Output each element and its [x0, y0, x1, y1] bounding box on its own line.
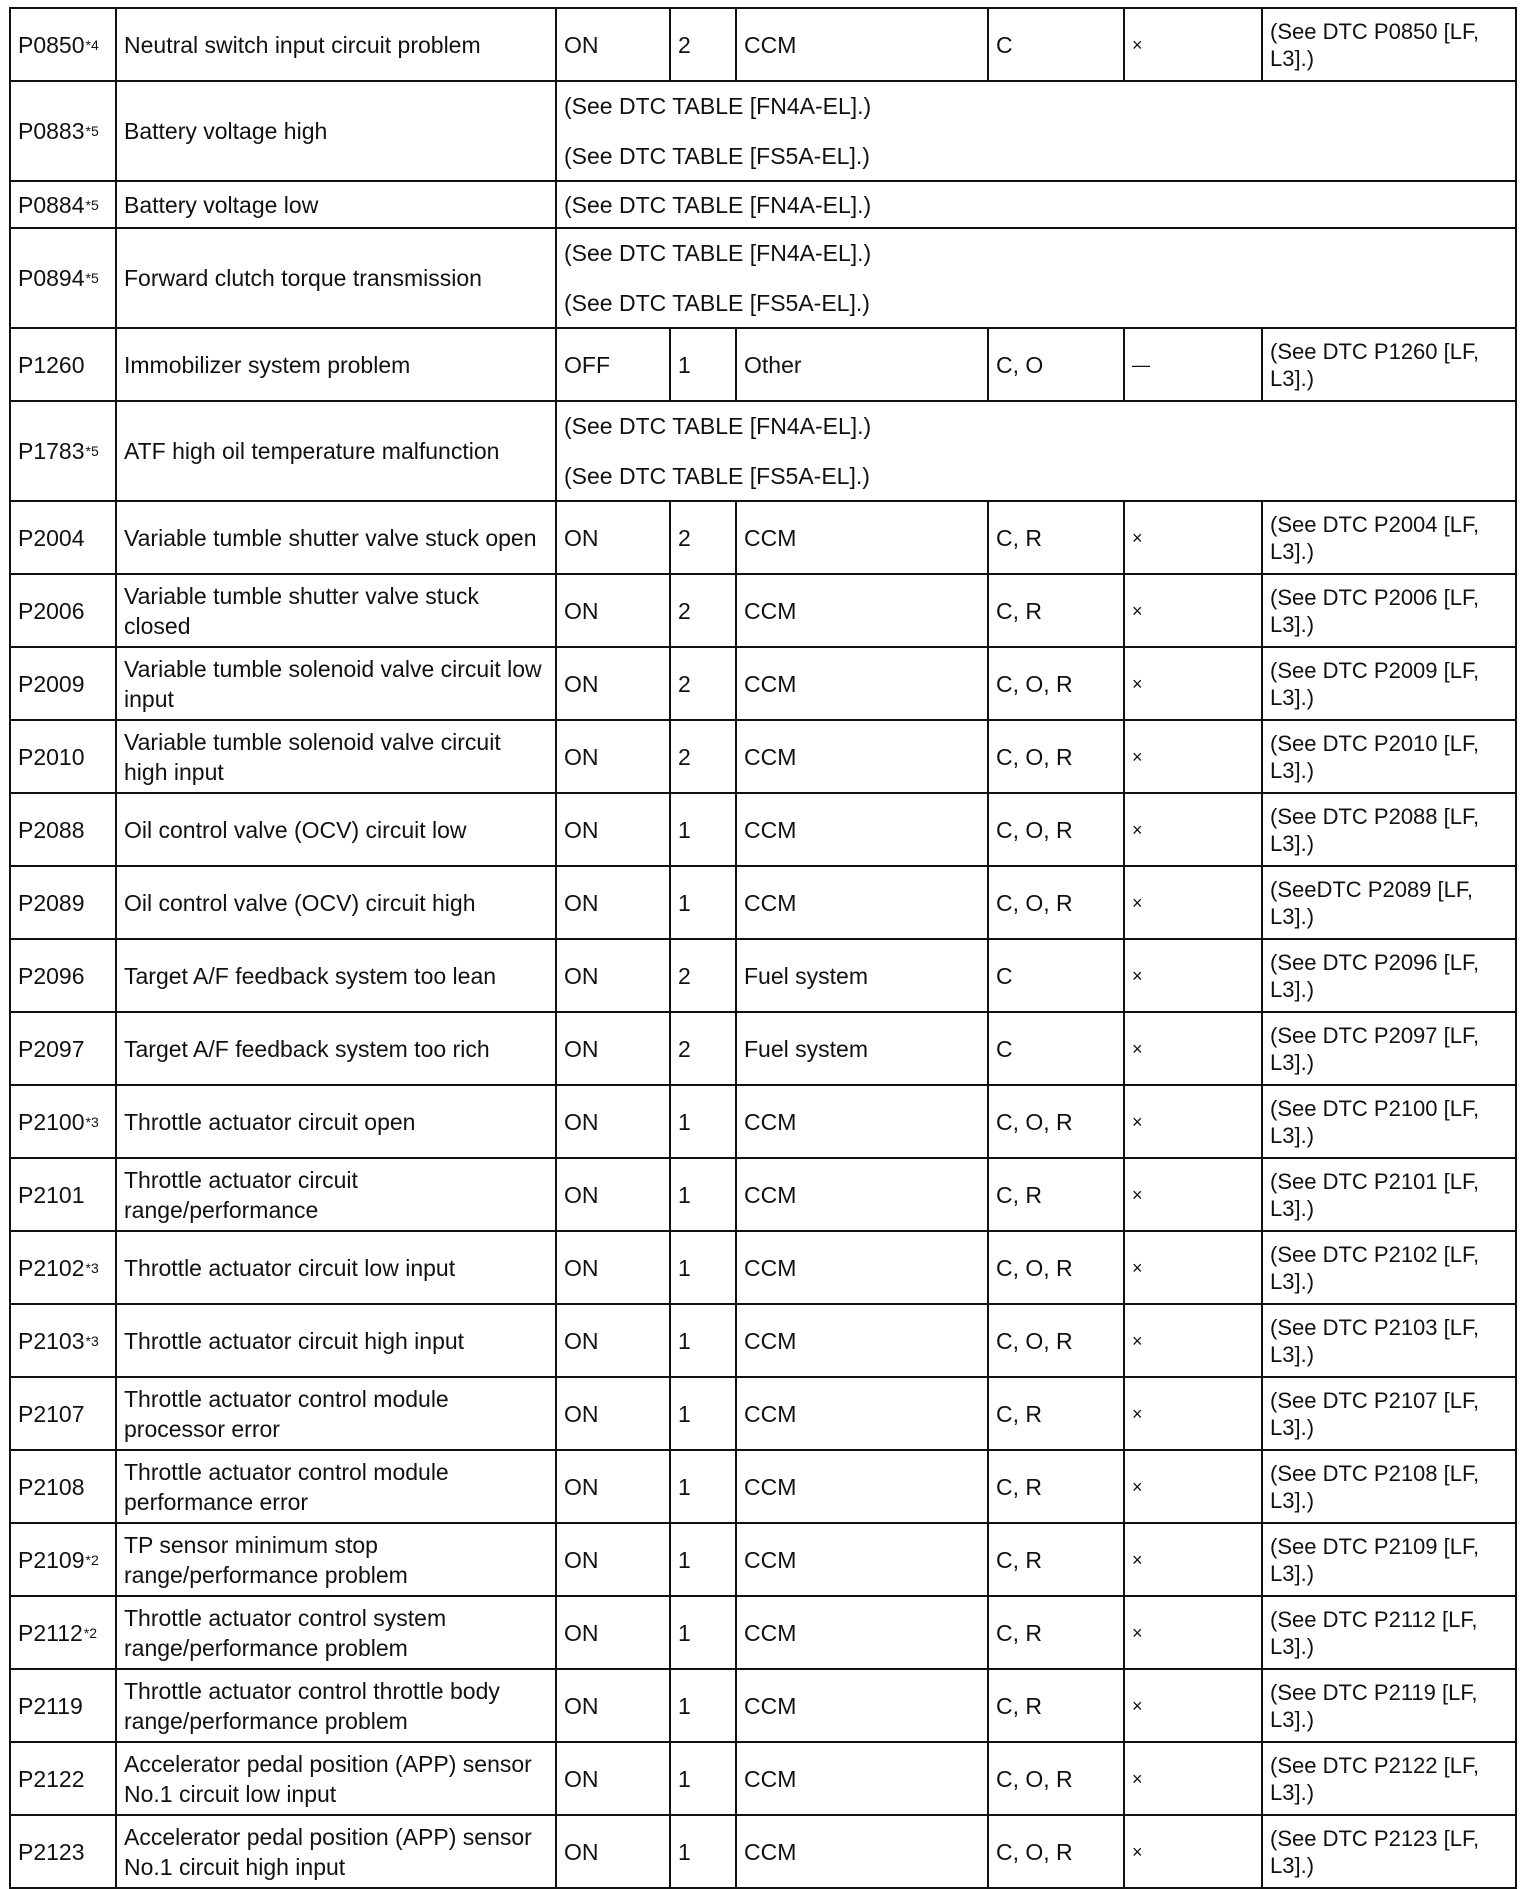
dtc-description: ATF high oil temperature malfunction — [116, 401, 556, 501]
table-row — [10, 401, 1516, 501]
monitor-item: CCM — [736, 1669, 988, 1742]
monitor-item: CCM — [736, 1596, 988, 1669]
dtc-description: Variable tumble shutter valve stuck open — [116, 501, 556, 574]
dtc-code: P2010 — [18, 743, 85, 770]
page-reference: (See DTC P2103 [LF, L3].) — [1262, 1304, 1516, 1377]
trip-count: 2 — [670, 647, 736, 720]
mil-status: OFF — [556, 328, 670, 401]
see-table-reference: (See DTC TABLE [FN4A-EL].) — [564, 413, 872, 439]
page-reference: (See DTC P2102 [LF, L3].) — [1262, 1231, 1516, 1304]
dtc-code: P0850 — [18, 31, 85, 58]
dtc-description: Target A/F feedback system too rich — [116, 1012, 556, 1085]
dtc-description: Oil control valve (OCV) circuit high — [116, 866, 556, 939]
dtc-code: P2108 — [18, 1473, 85, 1500]
memory-function: C, O, R — [988, 1085, 1124, 1158]
dtc-description: TP sensor minimum stop range/performance problem — [116, 1523, 556, 1596]
page-reference: (See DTC P2109 [LF, L3].) — [1262, 1523, 1516, 1596]
page-reference: (See DTC P2010 [LF, L3].) — [1262, 720, 1516, 793]
footnote-mark: *5 — [85, 123, 99, 139]
memory-function: C, R — [988, 1450, 1124, 1523]
memory-function: C, O, R — [988, 647, 1124, 720]
dtc-code-cell — [10, 401, 116, 501]
dtc-description: Variable tumble solenoid valve circuit low input — [116, 647, 556, 720]
mil-status: ON — [556, 1815, 670, 1888]
dtc-code: P2096 — [18, 962, 85, 989]
dtc-code-cell — [10, 939, 116, 1012]
footnote-mark: *2 — [83, 1624, 98, 1641]
table-row — [10, 1231, 1516, 1304]
memory-function: C, O, R — [988, 1231, 1124, 1304]
table-row — [10, 8, 1516, 81]
monitor-item: CCM — [736, 8, 988, 81]
mil-status: ON — [556, 501, 670, 574]
memory-function: C, O, R — [988, 866, 1124, 939]
mil-status: ON — [556, 1085, 670, 1158]
monitor-item: CCM — [736, 647, 988, 720]
monitor-item: CCM — [736, 866, 988, 939]
table-row — [10, 1085, 1516, 1158]
memory-function: C, R — [988, 1523, 1124, 1596]
dtc-code-cell — [10, 1231, 116, 1304]
monitor-item: Fuel system — [736, 939, 988, 1012]
memory-function: C — [988, 939, 1124, 1012]
self-test-mark: × — [1124, 1742, 1262, 1815]
memory-function: C — [988, 1012, 1124, 1085]
monitor-item: CCM — [736, 1377, 988, 1450]
table-row — [10, 939, 1516, 1012]
see-table-reference: (See DTC TABLE [FS5A-EL].) — [564, 463, 870, 489]
trip-count: 2 — [670, 939, 736, 1012]
table-row — [10, 228, 1516, 328]
table-row — [10, 1596, 1516, 1669]
see-table-reference: (See DTC TABLE [FS5A-EL].) — [564, 290, 870, 316]
trip-count: 1 — [670, 793, 736, 866]
trip-count: 1 — [670, 1669, 736, 1742]
dtc-code: P1260 — [18, 351, 85, 378]
mil-status: ON — [556, 647, 670, 720]
dtc-code: P0883 — [18, 118, 85, 144]
dtc-description: Throttle actuator control module performance error — [116, 1450, 556, 1523]
self-test-mark: × — [1124, 1158, 1262, 1231]
dtc-code: P2004 — [18, 524, 85, 551]
mil-status: ON — [556, 1304, 670, 1377]
page-reference: (See DTC P2097 [LF, L3].) — [1262, 1012, 1516, 1085]
mil-status: ON — [556, 574, 670, 647]
dtc-code-cell — [10, 181, 116, 228]
dtc-code: P2103 — [18, 1327, 85, 1354]
dtc-code-cell — [10, 1815, 116, 1888]
dtc-code-cell — [10, 328, 116, 401]
dtc-code: P0894 — [18, 265, 85, 291]
mil-status: ON — [556, 1742, 670, 1815]
self-test-mark: × — [1124, 866, 1262, 939]
page-reference: (See DTC P2088 [LF, L3].) — [1262, 793, 1516, 866]
monitor-item: CCM — [736, 1304, 988, 1377]
trip-count: 2 — [670, 1012, 736, 1085]
self-test-mark: × — [1124, 1596, 1262, 1669]
dtc-code-cell — [10, 1304, 116, 1377]
mil-status: ON — [556, 720, 670, 793]
memory-function: C, O, R — [988, 1304, 1124, 1377]
dtc-description: Throttle actuator circuit open — [116, 1085, 556, 1158]
table-row — [10, 328, 1516, 401]
dtc-code-cell — [10, 1450, 116, 1523]
dtc-description: Throttle actuator control throttle body range/performance problem — [116, 1669, 556, 1742]
table-row — [10, 574, 1516, 647]
dtc-code: P2089 — [18, 889, 85, 916]
trip-count: 1 — [670, 866, 736, 939]
self-test-mark: × — [1124, 501, 1262, 574]
dtc-description: Oil control valve (OCV) circuit low — [116, 793, 556, 866]
page-reference: (See DTC P2112 [LF, L3].) — [1262, 1596, 1516, 1669]
footnote-mark: *5 — [85, 196, 99, 213]
table-row — [10, 501, 1516, 574]
self-test-mark: × — [1124, 720, 1262, 793]
see-table-reference: (See DTC TABLE [FN4A-EL].) — [564, 191, 872, 218]
mil-status: ON — [556, 1450, 670, 1523]
mil-status: ON — [556, 1231, 670, 1304]
dtc-table — [9, 7, 1517, 1889]
self-test-mark: × — [1124, 793, 1262, 866]
trip-count: 2 — [670, 8, 736, 81]
see-table-reference: (See DTC TABLE [FN4A-EL].) — [564, 93, 872, 119]
page-reference: (See DTC P0850 [LF, L3].) — [1262, 8, 1516, 81]
self-test-mark: × — [1124, 574, 1262, 647]
trip-count: 1 — [670, 1158, 736, 1231]
dtc-description: Battery voltage high — [116, 81, 556, 181]
mil-status: ON — [556, 1158, 670, 1231]
dtc-description: Accelerator pedal position (APP) sensor No.1 circuit high input — [116, 1815, 556, 1888]
dtc-code-cell — [10, 1085, 116, 1158]
memory-function: C, R — [988, 1596, 1124, 1669]
self-test-mark: × — [1124, 1669, 1262, 1742]
dtc-description: Target A/F feedback system too lean — [116, 939, 556, 1012]
memory-function: C, O — [988, 328, 1124, 401]
page-reference: (See DTC P2006 [LF, L3].) — [1262, 574, 1516, 647]
dtc-code: P2102 — [18, 1254, 85, 1281]
memory-function: C, O, R — [988, 793, 1124, 866]
footnote-mark: *5 — [85, 270, 99, 286]
table-row — [10, 1012, 1516, 1085]
page-reference: (See DTC P2100 [LF, L3].) — [1262, 1085, 1516, 1158]
self-test-mark: × — [1124, 1304, 1262, 1377]
dtc-description: Battery voltage low — [116, 181, 556, 228]
table-row — [10, 1450, 1516, 1523]
dtc-code-cell — [10, 866, 116, 939]
dtc-code: P2107 — [18, 1400, 85, 1427]
self-test-mark: × — [1124, 8, 1262, 81]
dtc-code-cell — [10, 1012, 116, 1085]
dtc-description: Throttle actuator circuit range/performance — [116, 1158, 556, 1231]
dtc-code: P2100 — [18, 1108, 85, 1135]
table-row — [10, 720, 1516, 793]
footnote-mark: *2 — [85, 1551, 99, 1568]
monitor-item: CCM — [736, 1523, 988, 1596]
self-test-mark: × — [1124, 939, 1262, 1012]
dtc-code: P2119 — [18, 1692, 83, 1719]
page-reference: (See DTC P2101 [LF, L3].) — [1262, 1158, 1516, 1231]
dtc-code: P2006 — [18, 597, 85, 624]
memory-function: C, R — [988, 1669, 1124, 1742]
dtc-table-body — [10, 8, 1516, 1888]
memory-function: C, R — [988, 574, 1124, 647]
page-reference: (SeeDTC P2089 [LF, L3].) — [1262, 866, 1516, 939]
see-table-reference-cell — [556, 181, 1516, 228]
self-test-mark: × — [1124, 1523, 1262, 1596]
self-test-mark: × — [1124, 1085, 1262, 1158]
monitor-item: CCM — [736, 1231, 988, 1304]
self-test-mark: × — [1124, 1012, 1262, 1085]
see-table-reference-cell — [556, 228, 1516, 328]
table-row — [10, 181, 1516, 228]
see-table-reference-cell — [556, 81, 1516, 181]
dtc-code: P2109 — [18, 1546, 85, 1573]
dtc-code: P2101 — [18, 1181, 85, 1208]
mil-status: ON — [556, 1523, 670, 1596]
memory-function: C, R — [988, 1158, 1124, 1231]
dtc-code-cell — [10, 1596, 116, 1669]
trip-count: 1 — [670, 1231, 736, 1304]
trip-count: 1 — [670, 1304, 736, 1377]
table-row — [10, 1377, 1516, 1450]
footnote-mark: *3 — [85, 1259, 99, 1276]
page-reference: (See DTC P2009 [LF, L3].) — [1262, 647, 1516, 720]
see-table-reference-cell — [556, 401, 1516, 501]
monitor-item: CCM — [736, 1158, 988, 1231]
trip-count: 1 — [670, 1377, 736, 1450]
self-test-mark: × — [1124, 1377, 1262, 1450]
monitor-item: CCM — [736, 1815, 988, 1888]
dtc-description: Immobilizer system problem — [116, 328, 556, 401]
dtc-description: Throttle actuator control system range/performance problem — [116, 1596, 556, 1669]
trip-count: 1 — [670, 1450, 736, 1523]
mil-status: ON — [556, 793, 670, 866]
dtc-code: P1783 — [18, 438, 85, 464]
monitor-item: CCM — [736, 501, 988, 574]
trip-count: 1 — [670, 1596, 736, 1669]
page-reference: (See DTC P2107 [LF, L3].) — [1262, 1377, 1516, 1450]
monitor-item: Other — [736, 328, 988, 401]
memory-function: C — [988, 8, 1124, 81]
mil-status: ON — [556, 1669, 670, 1742]
page-reference: (See DTC P2123 [LF, L3].) — [1262, 1815, 1516, 1888]
monitor-item: CCM — [736, 574, 988, 647]
page-reference: (See DTC P1260 [LF, L3].) — [1262, 328, 1516, 401]
see-table-reference: (See DTC TABLE [FS5A-EL].) — [564, 143, 870, 169]
dtc-description: Variable tumble shutter valve stuck closed — [116, 574, 556, 647]
page-reference: (See DTC P2108 [LF, L3].) — [1262, 1450, 1516, 1523]
dtc-code: P2088 — [18, 816, 85, 843]
page-reference: (See DTC P2122 [LF, L3].) — [1262, 1742, 1516, 1815]
footnote-mark: *4 — [85, 36, 99, 53]
dtc-description: Throttle actuator control module processor error — [116, 1377, 556, 1450]
mil-status: ON — [556, 1596, 670, 1669]
table-row — [10, 647, 1516, 720]
see-table-reference: (See DTC TABLE [FN4A-EL].) — [564, 240, 872, 266]
dtc-description: Variable tumble solenoid valve circuit high input — [116, 720, 556, 793]
dtc-code: P2122 — [18, 1765, 85, 1792]
monitor-item: CCM — [736, 1085, 988, 1158]
dtc-description: Throttle actuator circuit high input — [116, 1304, 556, 1377]
dtc-code-cell — [10, 8, 116, 81]
self-test-mark: — — [1124, 328, 1262, 401]
self-test-mark: × — [1124, 1815, 1262, 1888]
mil-status: ON — [556, 939, 670, 1012]
footnote-mark: *3 — [85, 1113, 99, 1130]
table-row — [10, 1742, 1516, 1815]
memory-function: C, O, R — [988, 720, 1124, 793]
trip-count: 1 — [670, 1742, 736, 1815]
dtc-code: P0884 — [18, 191, 85, 218]
monitor-item: CCM — [736, 720, 988, 793]
dtc-code: P2097 — [18, 1035, 85, 1062]
page-reference: (See DTC P2119 [LF, L3].) — [1262, 1669, 1516, 1742]
monitor-item: CCM — [736, 1450, 988, 1523]
dtc-description: Neutral switch input circuit problem — [116, 8, 556, 81]
mil-status: ON — [556, 866, 670, 939]
trip-count: 1 — [670, 1523, 736, 1596]
table-row — [10, 1158, 1516, 1231]
page-reference: (See DTC P2004 [LF, L3].) — [1262, 501, 1516, 574]
monitor-item: CCM — [736, 1742, 988, 1815]
memory-function: C, R — [988, 1377, 1124, 1450]
dtc-description: Throttle actuator circuit low input — [116, 1231, 556, 1304]
dtc-code: P2112 — [18, 1619, 83, 1646]
table-row — [10, 1523, 1516, 1596]
table-row — [10, 793, 1516, 866]
dtc-description: Accelerator pedal position (APP) sensor No.1 circuit low input — [116, 1742, 556, 1815]
dtc-code-cell — [10, 1377, 116, 1450]
table-row — [10, 1669, 1516, 1742]
dtc-code-cell — [10, 81, 116, 181]
memory-function: C, O, R — [988, 1815, 1124, 1888]
footnote-mark: *5 — [85, 443, 99, 459]
mil-status: ON — [556, 8, 670, 81]
mil-status: ON — [556, 1377, 670, 1450]
trip-count: 1 — [670, 1815, 736, 1888]
dtc-code-cell — [10, 1669, 116, 1742]
memory-function: C, R — [988, 501, 1124, 574]
self-test-mark: × — [1124, 647, 1262, 720]
table-row — [10, 81, 1516, 181]
self-test-mark: × — [1124, 1450, 1262, 1523]
dtc-code-cell — [10, 793, 116, 866]
trip-count: 1 — [670, 1085, 736, 1158]
dtc-code: P2123 — [18, 1838, 85, 1865]
dtc-code-cell — [10, 720, 116, 793]
trip-count: 2 — [670, 720, 736, 793]
trip-count: 2 — [670, 574, 736, 647]
monitor-item: Fuel system — [736, 1012, 988, 1085]
page-reference: (See DTC P2096 [LF, L3].) — [1262, 939, 1516, 1012]
dtc-code-cell — [10, 647, 116, 720]
table-row — [10, 1304, 1516, 1377]
table-row — [10, 866, 1516, 939]
dtc-code-cell — [10, 501, 116, 574]
dtc-code-cell — [10, 1742, 116, 1815]
dtc-code-cell — [10, 574, 116, 647]
footnote-mark: *3 — [85, 1332, 99, 1349]
dtc-code-cell — [10, 1158, 116, 1231]
mil-status: ON — [556, 1012, 670, 1085]
trip-count: 2 — [670, 501, 736, 574]
dtc-code: P2009 — [18, 670, 85, 697]
dtc-code-cell — [10, 228, 116, 328]
self-test-mark: × — [1124, 1231, 1262, 1304]
dtc-table-wrapper — [9, 7, 1515, 1889]
table-row — [10, 1815, 1516, 1888]
memory-function: C, O, R — [988, 1742, 1124, 1815]
monitor-item: CCM — [736, 793, 988, 866]
dtc-description: Forward clutch torque transmission — [116, 228, 556, 328]
dtc-code-cell — [10, 1523, 116, 1596]
trip-count: 1 — [670, 328, 736, 401]
